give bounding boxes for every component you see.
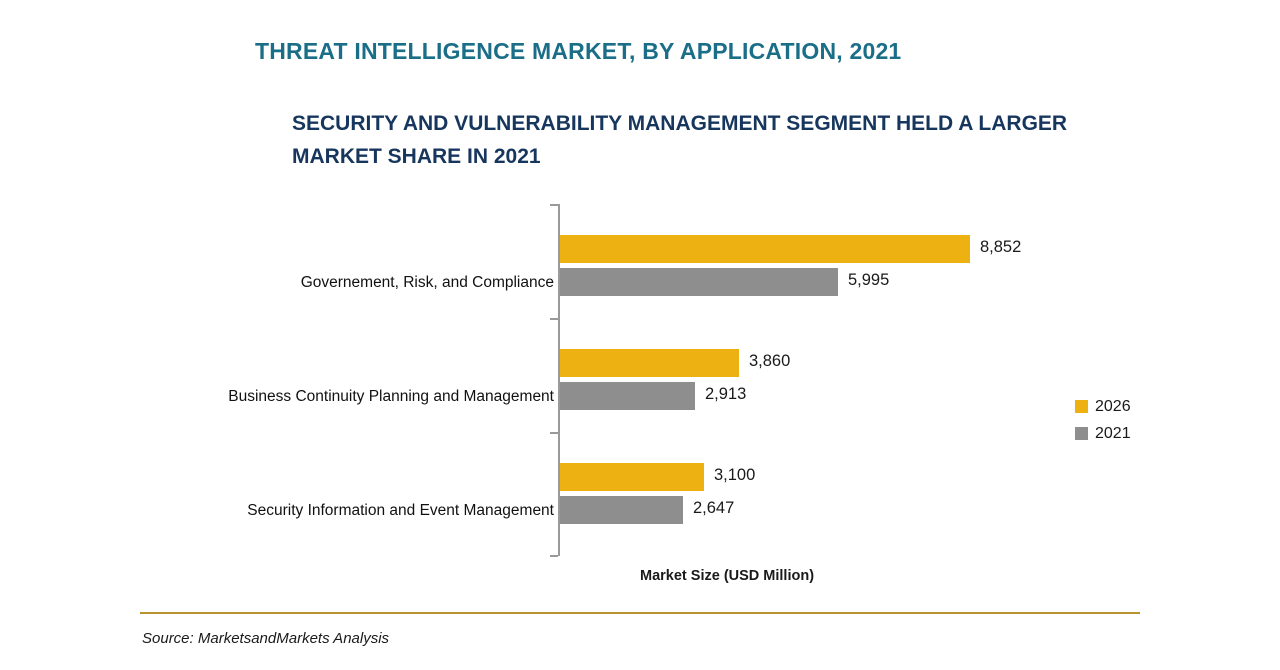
category-label: Business Continuity Planning and Management [228, 388, 554, 405]
bar-row-2026 [560, 349, 791, 377]
bar-row-2021 [560, 382, 747, 410]
bar-value-2026: 3,860 [749, 352, 791, 370]
bar-value-2026: 3,100 [714, 466, 756, 484]
bar-2021[interactable] [560, 496, 683, 524]
bar-2021[interactable] [560, 268, 838, 296]
legend-label-2021: 2021 [1095, 424, 1131, 442]
legend-swatch-icon [1075, 400, 1088, 413]
bar-row-2026 [560, 463, 756, 491]
x-axis-title: Market Size (USD Million) [640, 568, 815, 584]
legend-label-2026: 2026 [1095, 397, 1131, 415]
page-title: THREAT INTELLIGENCE MARKET, BY APPLICATION, 2021 [255, 38, 902, 64]
axis-tick [550, 318, 558, 320]
bar-2026[interactable] [560, 463, 704, 491]
category-label: Governement, Risk, and Compliance [300, 274, 554, 291]
bar-row-2026 [560, 235, 1022, 263]
bar-row-2021 [560, 496, 735, 524]
bar-2026[interactable] [560, 235, 970, 263]
bar-2021[interactable] [560, 382, 695, 410]
bar-row-2021 [560, 268, 890, 296]
category-label: Security Information and Event Management [247, 502, 554, 519]
axis-tick [550, 204, 558, 206]
bar-value-2021: 2,647 [693, 499, 735, 517]
legend-item-2021[interactable] [1075, 420, 1131, 447]
source-note: Source: MarketsandMarkets Analysis [142, 630, 390, 647]
legend-item-2026[interactable] [1075, 393, 1131, 420]
bar-2026[interactable] [560, 349, 739, 377]
chart-subtitle: SECURITY AND VULNERABILITY MANAGEMENT SEGMENT HELD A LARGER MARKET SHARE IN 2021 [292, 112, 1068, 168]
bar-value-2021: 2,913 [705, 385, 747, 403]
bar-chart [140, 200, 1150, 584]
axis-tick [550, 432, 558, 434]
chart-legend [1075, 393, 1131, 447]
bar-value-2021: 5,995 [848, 271, 890, 289]
axis-tick [550, 555, 558, 557]
bar-value-2026: 8,852 [980, 238, 1022, 256]
legend-swatch-icon [1075, 427, 1088, 440]
footer-divider [140, 612, 1140, 614]
